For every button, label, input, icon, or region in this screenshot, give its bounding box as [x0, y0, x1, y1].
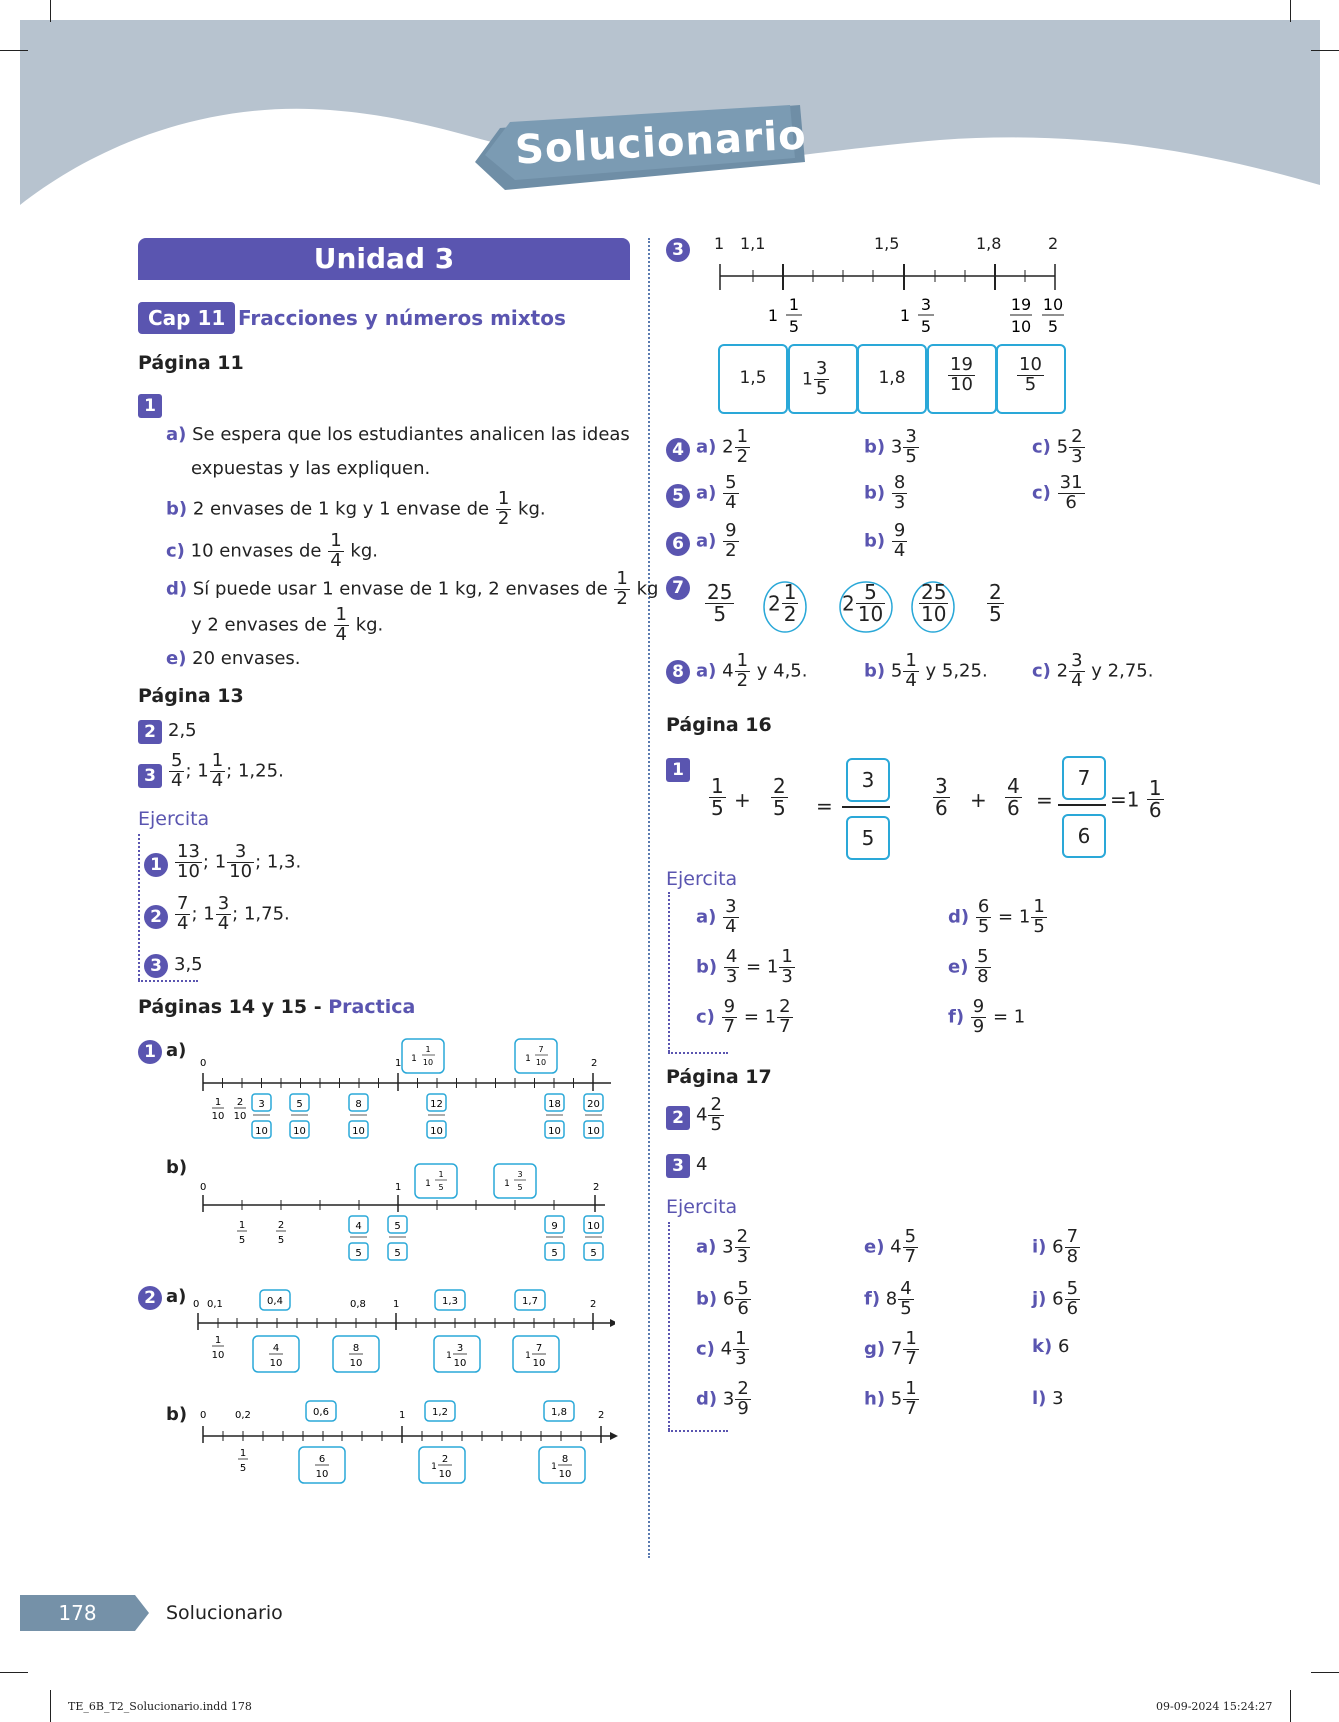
svg-text:10: 10 [587, 1221, 600, 1232]
svg-text:3: 3 [258, 1099, 265, 1110]
answer-box [846, 758, 890, 802]
answer-text: kg. [518, 498, 546, 520]
svg-text:1,2: 1,2 [432, 1407, 448, 1418]
svg-text:5: 5 [394, 1221, 401, 1232]
chapter-title: Fracciones y números mixtos [238, 306, 566, 330]
item-label: c) [1032, 660, 1051, 682]
answer-text: 4 [720, 1338, 733, 1360]
answer-box: $\frac{19}{10}$ [927, 344, 997, 414]
svg-text:1: 1 [525, 1054, 531, 1064]
svg-text:5: 5 [238, 1235, 246, 1246]
answer-text: 5 [861, 826, 875, 850]
svg-text:1: 1 [899, 306, 911, 325]
item-label: e) [948, 956, 969, 978]
question-number: 1 [138, 394, 162, 418]
answer-text: 3 [722, 1236, 734, 1258]
svg-text:5: 5 [277, 1235, 285, 1246]
svg-text:5: 5 [920, 317, 932, 336]
crop-mark [50, 0, 51, 22]
answer-text: = 1 [998, 906, 1031, 928]
answer-text: 2 [768, 591, 781, 616]
ejercita-border [138, 980, 198, 982]
answer-text: = 1 [992, 1006, 1026, 1028]
answer-text: 6 [1052, 1288, 1064, 1310]
answer-box [1062, 814, 1106, 858]
crop-mark [50, 1690, 51, 1722]
crop-mark [1290, 0, 1291, 22]
svg-text:0,2: 0,2 [235, 1410, 251, 1421]
svg-text:5: 5 [394, 1248, 401, 1259]
line-label: 1,5 [874, 234, 900, 253]
svg-text:2: 2 [236, 1097, 244, 1108]
answer-box [718, 344, 788, 414]
answer-text: 10 envases de [190, 540, 322, 562]
svg-text:10: 10 [315, 1469, 329, 1480]
answer-text: 1,75. [243, 903, 290, 925]
svg-text:18: 18 [548, 1099, 561, 1110]
question-number: 1 [144, 853, 168, 877]
answer-text: 1,25. [237, 760, 284, 782]
item-label: a) [696, 482, 717, 504]
svg-text:10: 10 [352, 1126, 365, 1137]
item-label: l) [1032, 1388, 1047, 1409]
answer-text: 1,3. [266, 851, 302, 873]
question-number: 5 [666, 484, 690, 508]
item-label: a) [166, 1040, 187, 1061]
svg-text:20: 20 [587, 1099, 600, 1110]
answer-text: kg. [355, 614, 384, 636]
ejercita-heading: Ejercita [138, 808, 210, 830]
answer-text: 2 [1056, 660, 1069, 682]
svg-text:10: 10 [349, 1358, 363, 1369]
answer-text: 2 envases de 1 kg y 1 envase de [192, 498, 490, 520]
item-label: i) [1032, 1236, 1047, 1258]
item-label: a) [166, 424, 187, 445]
item-label: c) [1032, 436, 1051, 458]
line-label: 2 [1048, 234, 1059, 253]
svg-text:1: 1 [238, 1220, 246, 1231]
svg-text:0,6: 0,6 [313, 1407, 329, 1418]
svg-text:10: 10 [453, 1358, 467, 1369]
question-number: 3 [666, 238, 690, 262]
unit-underline [138, 278, 630, 280]
answer-text: y 4,5. [756, 660, 808, 682]
line-label: 1,1 [740, 234, 766, 253]
svg-text:1: 1 [431, 1462, 437, 1472]
answer-text: 2 [842, 591, 855, 616]
answer-text: 6 [1057, 1336, 1070, 1357]
ejercita-heading: Ejercita [666, 868, 738, 890]
answer-text: 1,5 [739, 368, 767, 388]
svg-text:1: 1 [395, 1182, 402, 1193]
svg-text:8: 8 [352, 1343, 360, 1354]
answer-text: 6 [1077, 824, 1091, 848]
svg-text:9: 9 [551, 1221, 558, 1232]
item-label: e) [166, 648, 187, 669]
item-label: a) [696, 530, 717, 552]
number-line-1b [195, 1160, 615, 1270]
svg-text:5: 5 [1047, 317, 1059, 336]
svg-text:2: 2 [590, 1299, 597, 1310]
column-divider [648, 238, 650, 1558]
answer-text: 3 [861, 768, 875, 792]
question-number: 2 [138, 720, 162, 744]
svg-text:7: 7 [538, 1045, 544, 1054]
question-number: 2 [144, 905, 168, 929]
crop-mark [1311, 1672, 1339, 1673]
answer-text: 19 [950, 354, 973, 375]
number-line-q3 [715, 258, 1065, 338]
svg-text:10: 10 [1010, 317, 1032, 336]
svg-text:10: 10 [1042, 295, 1064, 314]
item-label: b) [166, 1157, 188, 1178]
svg-text:1: 1 [239, 1448, 247, 1459]
svg-text:1: 1 [399, 1410, 406, 1421]
answer-text: 1,8 [878, 368, 906, 388]
answer-text: 2,5 [168, 720, 197, 741]
operator: = [816, 794, 833, 818]
fraction-bar [842, 806, 890, 808]
item-label: b) [864, 482, 886, 504]
svg-text:10: 10 [269, 1358, 283, 1369]
item-label: a) [696, 436, 717, 458]
answer-text: 4 [722, 660, 734, 682]
svg-text:2: 2 [277, 1220, 285, 1231]
svg-text:1: 1 [438, 1170, 444, 1179]
item-label: d) [948, 906, 970, 928]
answer-text: 8 [885, 1288, 898, 1310]
page-13-heading: Página 13 [138, 685, 244, 707]
answer-text: 3 [1052, 1388, 1064, 1409]
answer-text: Sí puede usar 1 envase de 1 kg, 2 envases de [192, 578, 608, 600]
answer-text: 5 [890, 660, 903, 682]
answer-text: 10 [1019, 354, 1042, 375]
answer-text: kg [636, 578, 659, 600]
svg-text:10: 10 [422, 1058, 434, 1067]
svg-text:4: 4 [272, 1343, 280, 1354]
question-number: 3 [138, 764, 162, 788]
footer-date: 09-09-2024 15:24:27 [1156, 1700, 1273, 1713]
line-label: 1 [714, 234, 725, 253]
item-label: b) [166, 1404, 188, 1425]
svg-text:5: 5 [590, 1248, 597, 1259]
svg-text:5: 5 [788, 317, 800, 336]
svg-text:10: 10 [535, 1058, 547, 1067]
svg-text:1: 1 [504, 1179, 510, 1189]
question-number: 8 [666, 660, 690, 684]
ejercita-border [668, 1052, 728, 1054]
page-14-heading [138, 996, 415, 1018]
ejercita-border [668, 1430, 728, 1432]
answer-text: 3 [890, 436, 903, 458]
svg-text:1: 1 [551, 1462, 557, 1472]
svg-text:8: 8 [355, 1099, 362, 1110]
footer-file: TE_6B_T2_Solucionario.indd 178 [68, 1700, 252, 1713]
svg-text:5: 5 [296, 1099, 303, 1110]
item-label: b) [696, 956, 718, 978]
page-number: 178 [20, 1595, 135, 1631]
item-label: d) [696, 1388, 718, 1410]
item-label: a) [696, 660, 717, 682]
answer-text: 5 [1056, 436, 1069, 458]
fraction-bar [1058, 804, 1106, 806]
svg-text:10: 10 [211, 1350, 225, 1361]
question-number: 1 [666, 758, 690, 782]
answer-text: ; [226, 760, 233, 782]
svg-text:6: 6 [318, 1454, 326, 1465]
answer-text: ; [185, 760, 192, 782]
svg-text:0: 0 [193, 1299, 200, 1310]
svg-text:19: 19 [1010, 295, 1032, 314]
svg-text:1: 1 [425, 1045, 431, 1054]
item-label: b) [864, 660, 886, 682]
item-label: f) [948, 1006, 965, 1028]
svg-text:10: 10 [255, 1126, 268, 1137]
svg-text:4: 4 [355, 1221, 362, 1232]
item-label: a) [696, 1236, 717, 1258]
item-label: c) [696, 1006, 715, 1028]
number-line-2a [190, 1285, 615, 1395]
item-label: c) [166, 540, 185, 562]
svg-text:0,8: 0,8 [350, 1299, 366, 1310]
question-number: 3 [144, 954, 168, 978]
answer-text: = 1 [743, 1006, 777, 1028]
heading-text: Páginas 14 y 15 - [138, 996, 329, 1018]
answer-text: =1 [1110, 787, 1140, 812]
question-number: 2 [138, 1286, 162, 1310]
item-label: b) [696, 1288, 718, 1310]
item-label: g) [864, 1338, 886, 1360]
answer-text: = 1 [746, 956, 779, 978]
svg-text:10: 10 [293, 1126, 306, 1137]
answer-text: y 2,75. [1091, 660, 1154, 682]
ejercita-border [668, 1222, 670, 1430]
answer-text: y 5,25. [925, 660, 988, 682]
svg-text:10: 10 [532, 1358, 546, 1369]
question-number: 2 [666, 1106, 690, 1130]
svg-text:2: 2 [441, 1454, 449, 1465]
answer-text: 20 envases. [192, 648, 301, 669]
svg-text:1: 1 [425, 1179, 431, 1189]
page-17-heading: Página 17 [666, 1066, 772, 1088]
question-number: 7 [666, 576, 690, 600]
svg-text:10: 10 [211, 1111, 225, 1122]
svg-text:1,7: 1,7 [522, 1296, 538, 1307]
page-title: Solucionario [513, 112, 808, 174]
svg-text:1,8: 1,8 [551, 1407, 567, 1418]
svg-text:0: 0 [200, 1410, 207, 1421]
answer-text: 4 [890, 1236, 902, 1258]
svg-text:0: 0 [200, 1182, 207, 1193]
answer-text: expuestas y las expliquen. [191, 458, 431, 479]
item-label: e) [864, 1236, 885, 1258]
answer-text: 7 [890, 1338, 903, 1360]
svg-text:3: 3 [920, 295, 932, 314]
item-label: j) [1032, 1288, 1047, 1310]
operator: = [1036, 788, 1053, 812]
svg-text:1: 1 [411, 1054, 417, 1064]
heading-text: Practica [328, 996, 416, 1018]
crop-mark [1311, 50, 1339, 51]
answer-text: 6 [722, 1288, 735, 1310]
line-label: 1,8 [976, 234, 1002, 253]
svg-text:5: 5 [239, 1463, 247, 1474]
svg-text:5: 5 [355, 1248, 362, 1259]
question-number: 4 [666, 438, 690, 462]
svg-text:1: 1 [393, 1299, 400, 1310]
svg-text:10: 10 [430, 1126, 443, 1137]
answer-text: 1 [802, 369, 813, 390]
svg-text:10: 10 [558, 1469, 572, 1480]
question-number: 3 [666, 1154, 690, 1178]
crop-mark [0, 50, 28, 51]
svg-text:1: 1 [446, 1351, 452, 1361]
unit-heading: Unidad 3 [138, 238, 630, 280]
operator: + [970, 788, 987, 812]
svg-text:1: 1 [767, 306, 779, 325]
item-label: b) [864, 436, 886, 458]
svg-text:0,1: 0,1 [207, 1299, 223, 1310]
svg-text:1: 1 [788, 295, 800, 314]
svg-text:2: 2 [591, 1058, 598, 1069]
ejercita-heading: Ejercita [666, 1196, 738, 1218]
svg-text:12: 12 [430, 1099, 443, 1110]
answer-text: 3 [722, 1388, 735, 1410]
svg-text:10: 10 [438, 1469, 452, 1480]
svg-text:5: 5 [517, 1183, 523, 1192]
answer-box: $\frac{10}{5}$ [996, 344, 1066, 414]
item-label: b) [864, 530, 886, 552]
answer-text: 2 [722, 436, 734, 458]
chapter-badge: Cap 11 [138, 302, 235, 334]
answer-text: 5 [890, 1388, 903, 1410]
crop-mark [1290, 1690, 1291, 1722]
svg-text:8: 8 [561, 1454, 569, 1465]
answer-text: 7 [1077, 766, 1091, 790]
svg-text:2: 2 [598, 1410, 605, 1421]
item-label: c) [696, 1338, 715, 1360]
item-label: h) [864, 1388, 886, 1410]
svg-text:10: 10 [587, 1126, 600, 1137]
svg-text:5: 5 [438, 1183, 444, 1192]
answer-text: 4 [696, 1104, 708, 1126]
answer-text: 6 [1052, 1236, 1064, 1258]
page-16-heading: Página 16 [666, 714, 772, 736]
answer-text: 1 [203, 903, 215, 925]
item-label: a) [166, 1286, 187, 1307]
item-label: k) [1032, 1336, 1053, 1357]
answer-text: 4 [696, 1154, 708, 1175]
svg-text:0,4: 0,4 [267, 1296, 283, 1307]
question-number: 6 [666, 532, 690, 556]
svg-text:7: 7 [535, 1343, 543, 1354]
svg-text:0: 0 [200, 1058, 207, 1069]
answer-text: 1 [197, 760, 209, 782]
answer-box [1062, 756, 1106, 800]
item-label: d) [166, 578, 188, 600]
item-label: a) [696, 906, 717, 928]
item-label: f) [864, 1288, 881, 1310]
answer-text: y 2 envases de [191, 614, 327, 636]
item-label: b) [166, 498, 188, 520]
answer-box [857, 344, 927, 414]
answer-text: 1 [214, 851, 227, 873]
svg-text:1: 1 [214, 1097, 222, 1108]
svg-text:1,3: 1,3 [442, 1296, 458, 1307]
page-tab-arrow [135, 1595, 149, 1631]
number-line-1a [195, 1035, 615, 1145]
svg-text:3: 3 [456, 1343, 464, 1354]
svg-text:10: 10 [233, 1111, 247, 1122]
question-number: 1 [138, 1040, 162, 1064]
answer-box [846, 816, 890, 860]
svg-text:5: 5 [551, 1248, 558, 1259]
crop-mark [0, 1672, 28, 1673]
ejercita-border [668, 892, 670, 1052]
svg-text:1: 1 [214, 1335, 222, 1346]
page-11-heading: Página 11 [138, 352, 244, 374]
ejercita-border [138, 834, 140, 980]
operator: + [734, 788, 751, 812]
answer-text: 3,5 [174, 954, 203, 975]
svg-text:1: 1 [525, 1351, 531, 1361]
number-line-2b [195, 1398, 620, 1508]
svg-text:10: 10 [548, 1126, 561, 1137]
answer-box: 1 $\frac{3}{5}$ [788, 344, 858, 414]
answer-text: kg. [350, 540, 378, 562]
svg-text:1: 1 [395, 1058, 402, 1069]
answer-text: Se espera que los estudiantes analicen las ideas [192, 424, 630, 445]
item-label: c) [1032, 482, 1051, 504]
svg-text:3: 3 [517, 1170, 523, 1179]
svg-text:2: 2 [593, 1182, 600, 1193]
footer-label: Solucionario [166, 1602, 283, 1624]
